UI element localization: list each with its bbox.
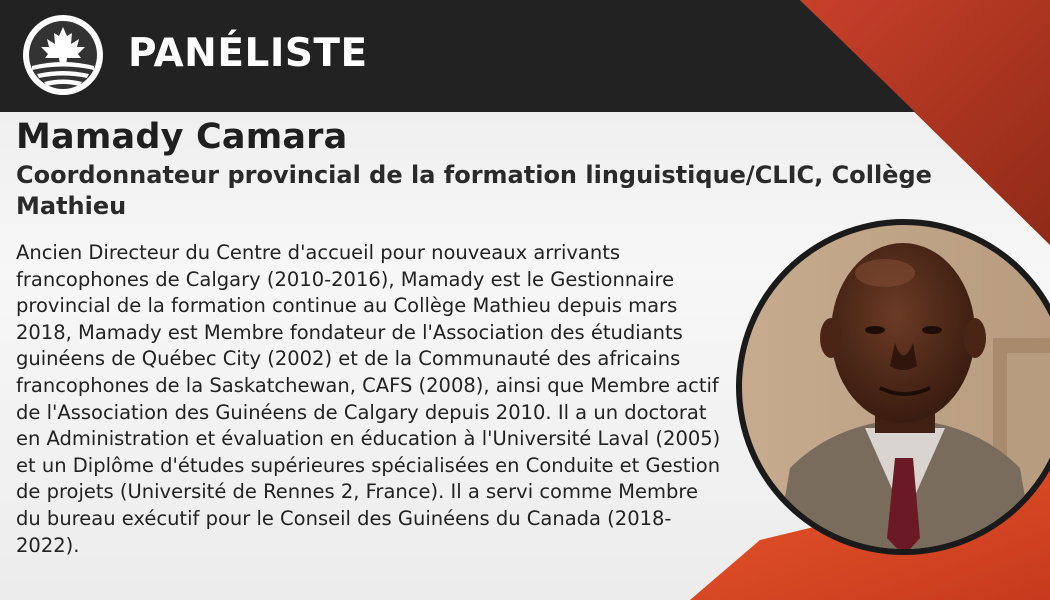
header-title: PANÉLISTE bbox=[128, 31, 368, 76]
panelist-photo bbox=[735, 218, 1050, 556]
panelist-name: Mamady Camara bbox=[16, 117, 348, 157]
panelist-role: Coordonnateur provincial de la formation linguistique/CLIC, Collège Mathieu bbox=[16, 161, 932, 220]
panelist-bio: Ancien Directeur du Centre d'accueil pour nouveaux arrivants francophones de Calgary (2010-2016), Mamady est le Gestionnaire provincial de la formation continue au Collège Mathieu depuis mars 2018, Mamady est Membre fondateur de l'Association des étudiants guinéens de Québec City (2002) et de la Communauté des africains francophones de la Saskatchewan, CAFS (2008), ainsi que Membre actif de l'Association des Guinéens de Calgary depuis 2010. Il a un doctorat en Administration et évaluation en éducation à l'Université Laval (2005) et un Diplôme d'études supérieures spécialisées en Conduite et Gestion de projets (Université de Rennes 2, France). Il a servi comme Membre du bureau exécutif pour le Conseil des Guinéens du Canada (2018-2022). bbox=[16, 241, 721, 557]
maple-leaf-logo-icon bbox=[22, 14, 104, 96]
